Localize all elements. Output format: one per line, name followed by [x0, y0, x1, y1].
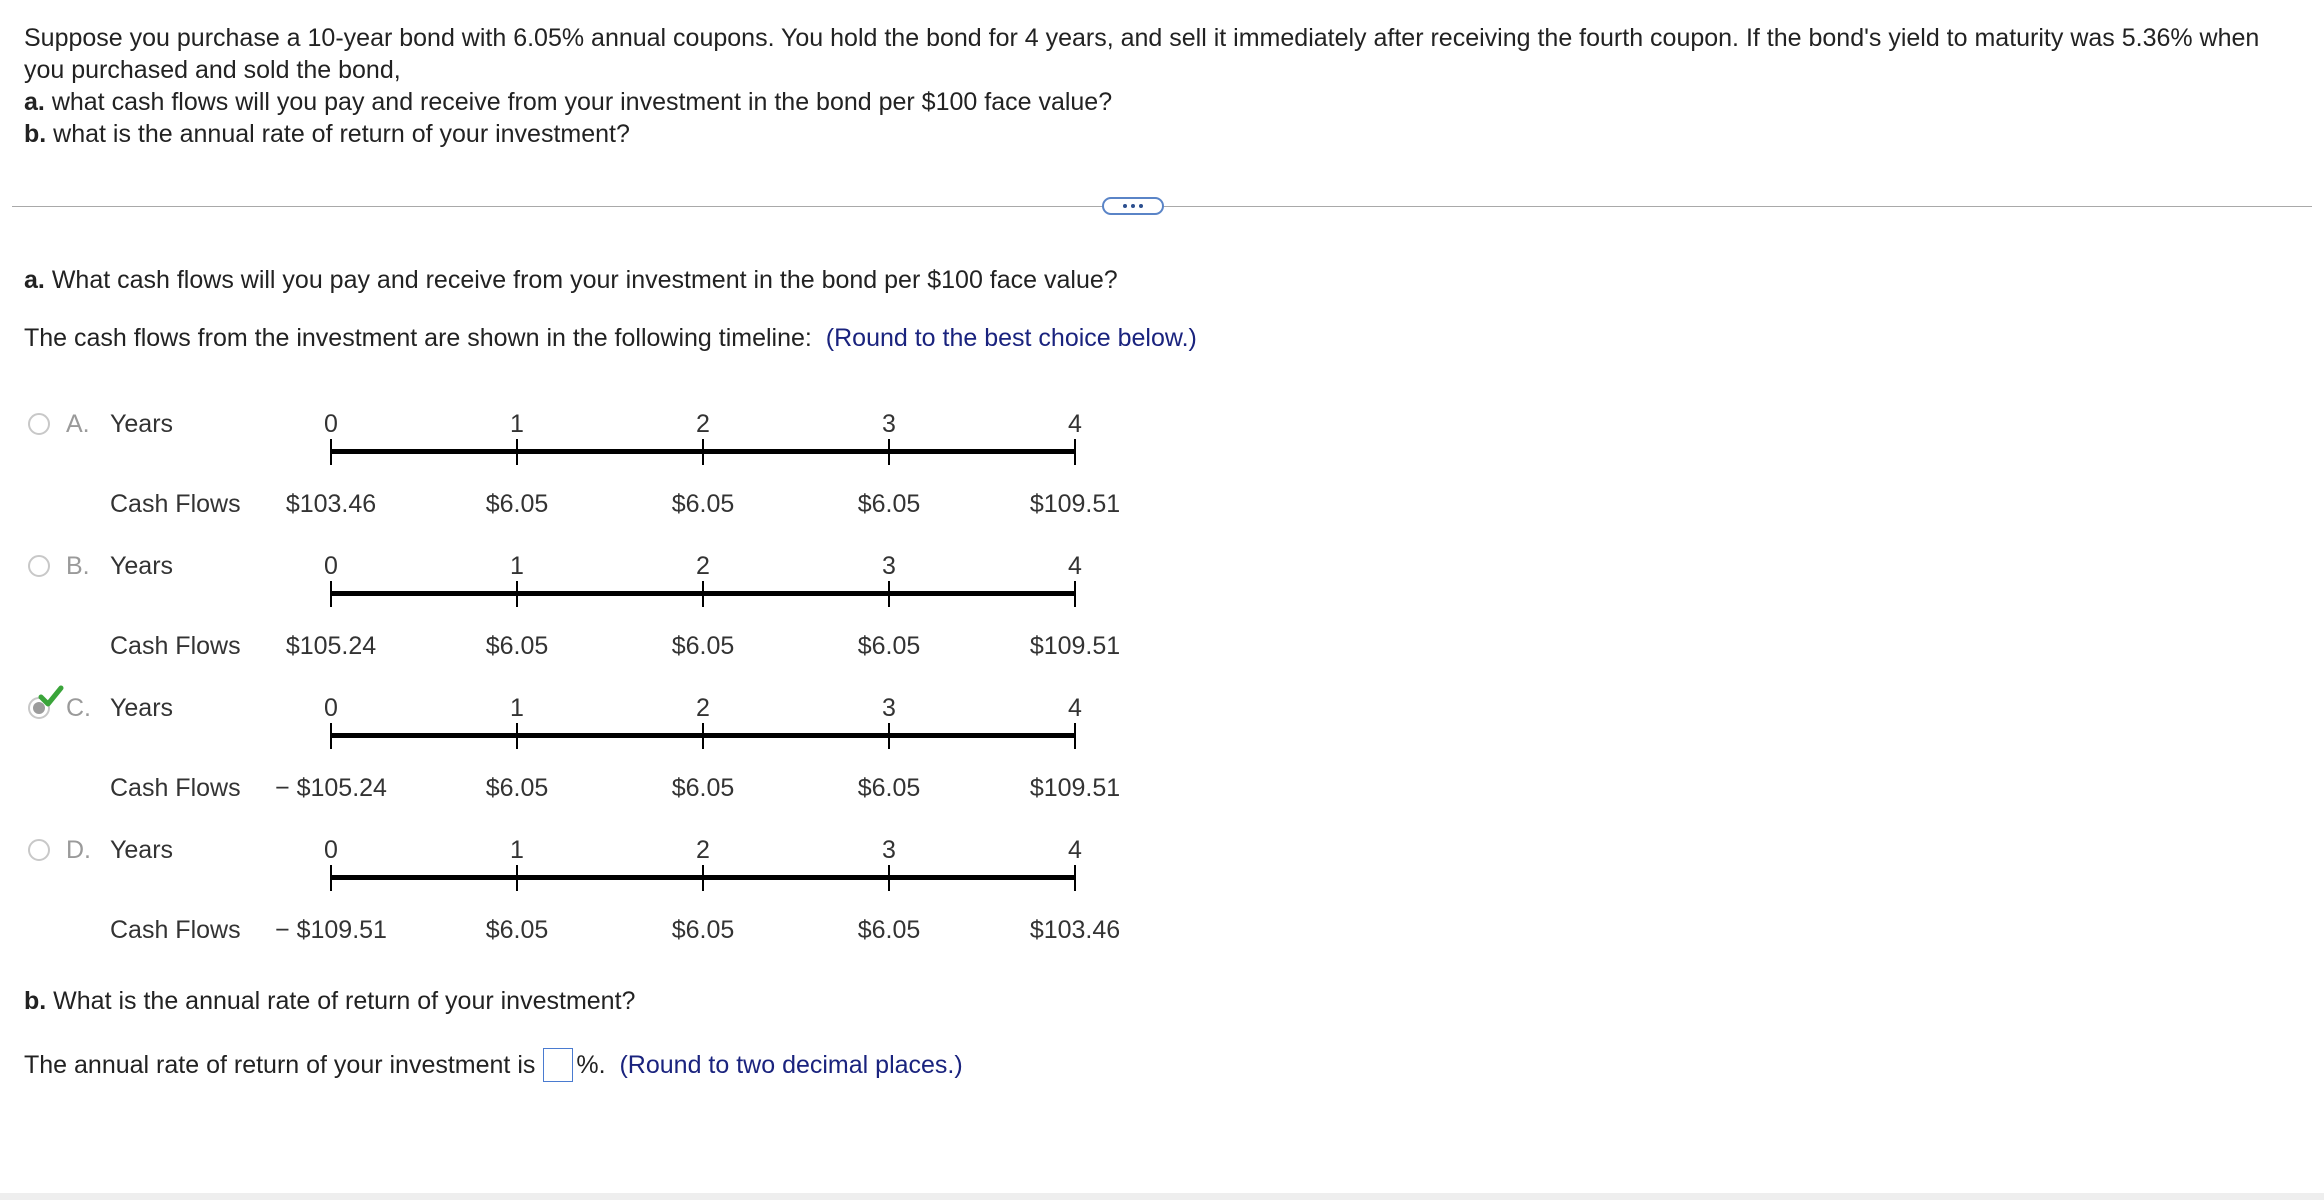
question-intro: Suppose you purchase a 10-year bond with 6.05% annual coupons. You hold the bond for 4 years, and sell it immediately after receiving the fourth coupon. If the bond's yield to maturity was 5.36% when you purchased and sold the bond,	[24, 24, 2260, 84]
question-a-label: a.	[24, 88, 45, 116]
cash-flow-value: − $105.24	[275, 774, 387, 802]
option-radio[interactable]	[28, 839, 50, 861]
cash-flow-value: $6.05	[671, 774, 735, 802]
years-label: Years	[110, 410, 174, 438]
cash-flow-value: $6.05	[857, 774, 921, 802]
option-letter: A.	[66, 410, 90, 438]
year-number: 0	[324, 410, 338, 438]
year-number: 2	[696, 836, 710, 864]
timeline-tick	[1074, 439, 1076, 465]
cash-flow-value: $6.05	[485, 774, 549, 802]
option-letter: C.	[66, 694, 91, 722]
option-letter: D.	[66, 836, 91, 864]
cash-flow-value: $6.05	[485, 490, 549, 518]
year-number: 1	[510, 552, 524, 580]
timeline-tick	[1074, 723, 1076, 749]
year-number: 4	[1068, 694, 1082, 722]
year-number: 4	[1068, 552, 1082, 580]
answer-prefix: The annual rate of return of your investment is	[24, 1051, 536, 1079]
cash-flow-value: $6.05	[671, 490, 735, 518]
year-number: 0	[324, 694, 338, 722]
timeline-tick	[516, 865, 518, 891]
cash-flows-label: Cash Flows	[110, 490, 241, 518]
cash-flow-value: $6.05	[857, 632, 921, 660]
cash-flow-value: $109.51	[1029, 490, 1121, 518]
answer-hint: (Round to two decimal places.)	[619, 1051, 963, 1079]
ellipsis-icon	[1131, 204, 1135, 208]
timeline-tick	[702, 723, 704, 749]
checkmark-icon	[38, 684, 64, 710]
part-a-label: a.	[24, 266, 45, 294]
cash-flow-value: $105.24	[285, 632, 377, 660]
year-number: 4	[1068, 836, 1082, 864]
part-a-text: What cash flows will you pay and receive from your investment in the bond per $100 face value?	[51, 266, 1118, 294]
cash-flow-value: $6.05	[485, 632, 549, 660]
cash-flow-value: $103.46	[1029, 916, 1121, 944]
timeline-tick	[1074, 865, 1076, 891]
question-b-label: b.	[24, 120, 47, 148]
option-a[interactable]	[0, 396, 1200, 538]
cash-flow-value: $103.46	[285, 490, 377, 518]
rate-of-return-input[interactable]	[543, 1048, 573, 1082]
show-more-button[interactable]	[1102, 197, 1164, 215]
part-a-question	[24, 264, 1118, 296]
cash-flow-value: $6.05	[671, 916, 735, 944]
timeline-tick	[516, 723, 518, 749]
instruction-text: The cash flows from the investment are shown in the following timeline:	[24, 324, 812, 352]
option-b[interactable]	[0, 538, 1200, 680]
years-label: Years	[110, 694, 174, 722]
timeline-tick	[516, 581, 518, 607]
part-b-text: What is the annual rate of return of your investment?	[53, 987, 636, 1015]
year-number: 1	[510, 836, 524, 864]
option-d[interactable]	[0, 822, 1200, 964]
cash-flow-value: $6.05	[485, 916, 549, 944]
cash-flow-value: $6.05	[857, 916, 921, 944]
years-label: Years	[110, 552, 174, 580]
instruction-hint: (Round to the best choice below.)	[825, 324, 1197, 352]
years-label: Years	[110, 836, 174, 864]
timeline-tick	[1074, 581, 1076, 607]
cash-flow-value: − $109.51	[275, 916, 387, 944]
year-number: 1	[510, 694, 524, 722]
ellipsis-icon	[1139, 204, 1143, 208]
question-text	[24, 22, 2294, 150]
timeline-tick	[330, 439, 332, 465]
timeline-tick	[888, 723, 890, 749]
cash-flows-label: Cash Flows	[110, 632, 241, 660]
option-radio[interactable]	[28, 413, 50, 435]
timeline-tick	[330, 865, 332, 891]
cash-flows-label: Cash Flows	[110, 774, 241, 802]
year-number: 0	[324, 552, 338, 580]
cash-flow-value: $109.51	[1029, 774, 1121, 802]
year-number: 3	[882, 552, 896, 580]
timeline-tick	[702, 439, 704, 465]
timeline-tick	[702, 865, 704, 891]
part-b-answer-line	[24, 1048, 963, 1082]
part-b-question	[24, 985, 635, 1017]
part-b-label: b.	[24, 987, 47, 1015]
timeline-tick	[888, 581, 890, 607]
question-a-text: what cash flows will you pay and receive from your investment in the bond per $100 face value?	[51, 88, 1113, 116]
cash-flow-value: $109.51	[1029, 632, 1121, 660]
question-b-text: what is the annual rate of return of your investment?	[53, 120, 630, 148]
year-number: 1	[510, 410, 524, 438]
timeline-tick	[330, 723, 332, 749]
part-a-instruction	[24, 322, 1197, 354]
timeline-tick	[702, 581, 704, 607]
timeline-tick	[888, 439, 890, 465]
answer-suffix: %.	[576, 1051, 606, 1079]
cash-flow-value: $6.05	[671, 632, 735, 660]
option-letter: B.	[66, 552, 90, 580]
timeline-tick	[330, 581, 332, 607]
year-number: 2	[696, 552, 710, 580]
cash-flow-value: $6.05	[857, 490, 921, 518]
year-number: 2	[696, 694, 710, 722]
year-number: 3	[882, 410, 896, 438]
option-c[interactable]	[0, 680, 1200, 822]
timeline-tick	[888, 865, 890, 891]
year-number: 0	[324, 836, 338, 864]
year-number: 3	[882, 836, 896, 864]
cash-flows-label: Cash Flows	[110, 916, 241, 944]
timeline-tick	[516, 439, 518, 465]
bottom-bar	[0, 1193, 2324, 1200]
ellipsis-icon	[1123, 204, 1127, 208]
option-radio[interactable]	[28, 555, 50, 577]
year-number: 3	[882, 694, 896, 722]
year-number: 4	[1068, 410, 1082, 438]
year-number: 2	[696, 410, 710, 438]
